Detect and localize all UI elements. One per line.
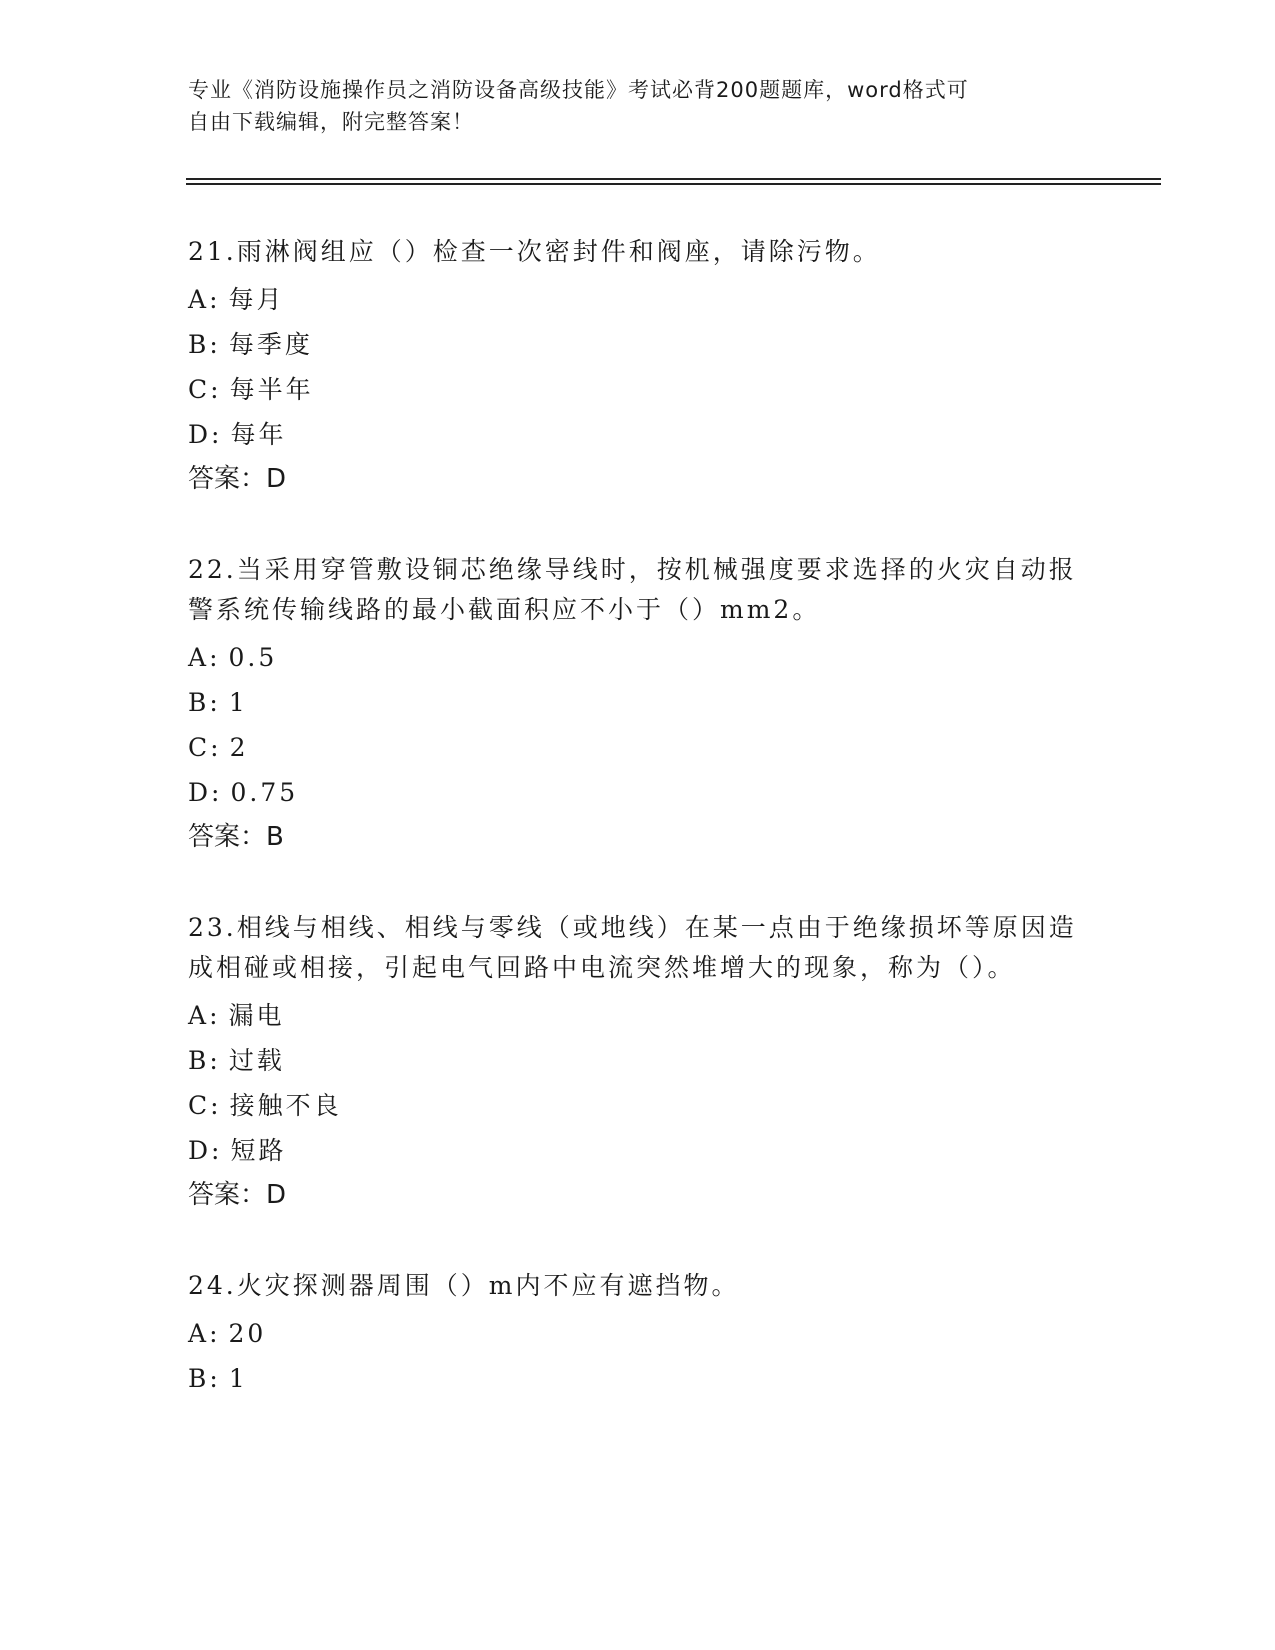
option-a: A: 漏电	[188, 1001, 285, 1030]
option-text: 每季度	[228, 330, 313, 359]
header-title-line1: 专业《消防设施操作员之消防设备高级技能》考试必背200题题库，word格式可	[188, 78, 969, 102]
option-a: A: 0.5	[188, 643, 278, 672]
question-text: 22.当采用穿管敷设铜芯绝缘导线时，按机械强度要求选择的火灾自动报警系统传输线路的最小截面积应不小于（）mm2。	[188, 555, 1077, 624]
option-letter: D	[188, 1136, 212, 1165]
option-b: B: 每季度	[188, 330, 313, 359]
header-divider-top	[186, 178, 1161, 180]
question-text: 21.雨淋阀组应（）检查一次密封件和阀座，请除污物。	[188, 237, 881, 266]
option-b: B: 过载	[188, 1046, 285, 1075]
option-letter: D	[188, 778, 212, 807]
option-text: 0.5	[228, 643, 278, 672]
header-title-line2: 自由下载编辑，附完整答案！	[188, 110, 474, 134]
option-c: C: 每半年	[188, 375, 314, 404]
option-b: B: 1	[188, 688, 248, 717]
option-text: 2	[229, 733, 249, 762]
option-letter: C	[188, 733, 211, 762]
option-letter: C	[188, 1091, 211, 1120]
question-23	[188, 908, 1088, 1218]
option-d: D: 短路	[188, 1136, 287, 1165]
option-b: B: 1	[188, 1364, 248, 1393]
option-a: A: 20	[188, 1319, 267, 1348]
option-letter: B	[188, 330, 210, 359]
option-letter: A	[188, 1319, 210, 1348]
option-text: 短路	[230, 1136, 287, 1165]
option-text: 每年	[230, 420, 287, 449]
option-text: 20	[228, 1319, 267, 1348]
option-text: 过载	[228, 1046, 285, 1075]
option-text: 1	[228, 1364, 248, 1393]
question-text: 23.相线与相线、相线与零线（或地线）在某一点由于绝缘损坏等原因造成相碰或相接，引起电气回路中电流突然堆增大的现象，称为（）。	[188, 913, 1077, 982]
option-letter: A	[188, 285, 210, 314]
option-c: C: 接触不良	[188, 1091, 342, 1120]
option-c: C: 2	[188, 733, 249, 762]
option-letter: B	[188, 688, 210, 717]
answer-label: 答案：D	[188, 464, 287, 494]
option-letter: B	[188, 1046, 210, 1075]
option-d: D: 每年	[188, 420, 287, 449]
question-24	[188, 1266, 1088, 1401]
document-header	[188, 74, 1068, 138]
option-text: 0.75	[230, 778, 299, 807]
header-divider-bottom	[186, 183, 1161, 185]
option-letter: B	[188, 1364, 210, 1393]
answer-label: 答案：B	[188, 822, 284, 852]
option-text: 每月	[228, 285, 285, 314]
question-21	[188, 232, 1088, 502]
option-letter: A	[188, 643, 210, 672]
option-d: D: 0.75	[188, 778, 299, 807]
option-text: 接触不良	[229, 1091, 342, 1120]
question-22	[188, 550, 1088, 860]
question-list	[188, 232, 1088, 1449]
option-letter: D	[188, 420, 212, 449]
option-letter: C	[188, 375, 211, 404]
option-text: 漏电	[228, 1001, 285, 1030]
option-text: 1	[228, 688, 248, 717]
option-letter: A	[188, 1001, 210, 1030]
option-text: 每半年	[229, 375, 314, 404]
option-a: A: 每月	[188, 285, 285, 314]
answer-label: 答案：D	[188, 1180, 287, 1210]
question-text: 24.火灾探测器周围（）m内不应有遮挡物。	[188, 1271, 740, 1300]
